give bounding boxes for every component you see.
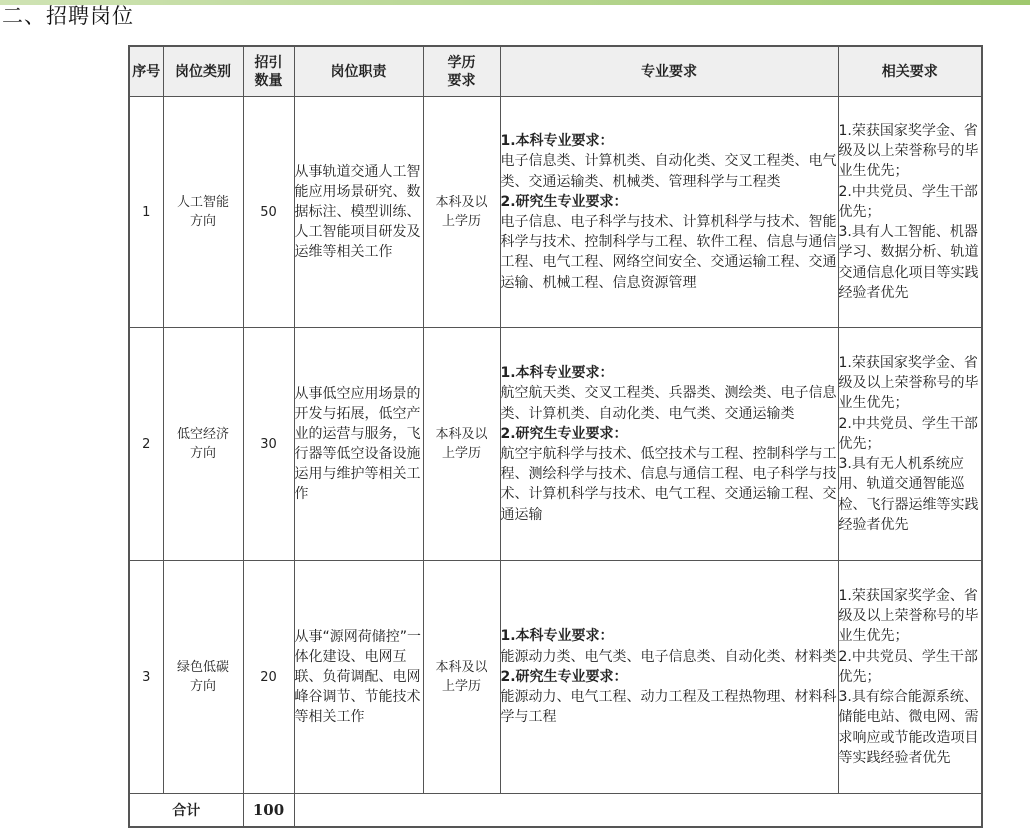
header-education: 学历要求: [423, 46, 500, 97]
category-cell: 人工智能方向: [163, 97, 243, 328]
related-item: 2.中共党员、学生干部优先；: [838, 183, 978, 220]
duty-cell: 从事“源网荷储控”一体化建设、电网互联、负荷调配、电网峰谷调节、节能技术等相关工作: [294, 561, 423, 794]
duty-cell: 从事低空应用场景的开发与拓展，低空产业的运营与服务，飞行器等低空设备设施运用与维护等相关工作: [294, 328, 423, 561]
header-major: 专业要求: [500, 46, 838, 97]
related-item: 3.具有人工智能、机器学习、数据分析、轨道交通信息化项目等实践经验者优先: [838, 224, 979, 301]
related-item: 3.具有无人机系统应用、轨道交通智能巡检、飞行器运维等实践经验者优先: [838, 456, 979, 533]
undergrad-label: 1.本科专业要求：: [500, 365, 614, 382]
undergrad-label: 1.本科专业要求：: [500, 133, 614, 150]
related-item: 1.荣获国家奖学金、省级及以上荣誉称号的毕业生优先；: [838, 123, 979, 180]
grad-majors: 电子信息、电子科学与技术、计算机科学与技术、智能科学与技术、控制科学与工程、软件工程、信息与通信工程、电气工程、网络空间安全、交通运输工程、交通运输、机械工程、信息资源管理: [500, 214, 837, 291]
related-cell: [838, 328, 982, 561]
count-cell: 20: [243, 561, 294, 794]
grad-label: 2.研究生专业要求：: [500, 668, 628, 685]
table-row: [129, 561, 982, 794]
education-cell: 本科及以上学历: [423, 97, 500, 328]
related-item: 1.荣获国家奖学金、省级及以上荣誉称号的毕业生优先；: [838, 355, 979, 412]
top-accent-bar: [0, 0, 1030, 5]
related-item: 3.具有综合能源系统、储能电站、微电网、需求响应或节能改造项目等实践经验者优先: [838, 689, 979, 766]
grad-majors: 航空宇航科学与技术、低空技术与工程、控制科学与工程、测绘科学与技术、信息与通信工程、电子科学与技术、计算机科学与技术、电气工程、交通运输工程、交通运输: [500, 446, 837, 523]
grad-label: 2.研究生专业要求：: [500, 193, 628, 210]
undergrad-majors: 能源动力类、电气类、电子信息类、自动化类、材料类: [500, 648, 837, 665]
undergrad-majors: 航空航天类、交叉工程类、兵器类、测绘类、电子信息类、计算机类、自动化类、电气类、交通运输类: [500, 385, 837, 422]
header-related: 相关要求: [838, 46, 982, 97]
seq-cell: 1: [129, 97, 163, 328]
seq-cell: 3: [129, 561, 163, 794]
grad-majors: 能源动力、电气工程、动力工程及工程热物理、材料科学与工程: [500, 689, 837, 726]
table-row: [129, 328, 982, 561]
undergrad-label: 1.本科专业要求：: [500, 628, 614, 645]
header-count: 招引数量: [243, 46, 294, 97]
related-item: 2.中共党员、学生干部优先；: [838, 648, 978, 685]
total-value: 100: [243, 794, 294, 828]
count-cell: 30: [243, 328, 294, 561]
total-label: 合计: [129, 794, 243, 828]
major-cell: [500, 97, 838, 328]
related-item: 1.荣获国家奖学金、省级及以上荣誉称号的毕业生优先；: [838, 588, 979, 645]
table-row: [129, 97, 982, 328]
total-row: [129, 794, 982, 828]
category-cell: 绿色低碳方向: [163, 561, 243, 794]
major-cell: [500, 561, 838, 794]
education-cell: 本科及以上学历: [423, 328, 500, 561]
header-duty: 岗位职责: [294, 46, 423, 97]
related-cell: [838, 561, 982, 794]
table-header-row: [129, 46, 982, 97]
undergrad-majors: 电子信息类、计算机类、自动化类、交叉工程类、电气类、交通运输类、机械类、管理科学与工程类: [500, 153, 837, 190]
section-title: 二、招聘岗位: [2, 4, 134, 28]
count-cell: 50: [243, 97, 294, 328]
major-cell: [500, 328, 838, 561]
recruitment-table: [128, 45, 983, 828]
duty-cell: 从事轨道交通人工智能应用场景研究、数据标注、模型训练、人工智能项目研发及运维等相关工作: [294, 97, 423, 328]
grad-label: 2.研究生专业要求：: [500, 425, 628, 442]
category-cell: 低空经济方向: [163, 328, 243, 561]
header-category: 岗位类别: [163, 46, 243, 97]
education-cell: 本科及以上学历: [423, 561, 500, 794]
related-item: 2.中共党员、学生干部优先；: [838, 415, 978, 452]
related-cell: [838, 97, 982, 328]
seq-cell: 2: [129, 328, 163, 561]
header-seq: 序号: [129, 46, 163, 97]
total-empty-cell: [294, 794, 982, 828]
